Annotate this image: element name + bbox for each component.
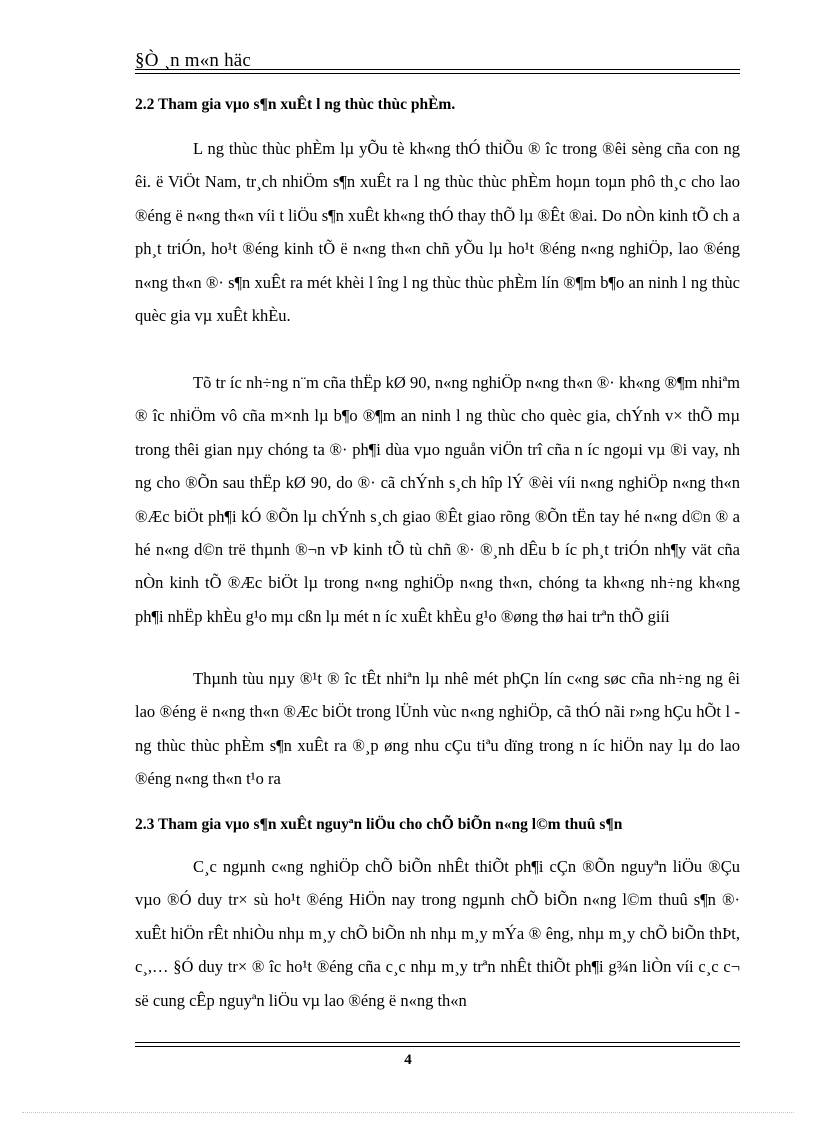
header-rule-bottom: [135, 73, 740, 74]
footer-rule-top: [135, 1042, 740, 1043]
section-heading-2-3: 2.3 Tham gia vµo s¶n xuÊt nguyªn liÖu cho chÕ biÕn n«ng l©m thuû s¶n: [135, 816, 623, 833]
paragraph-food-production: L ng thùc thùc phÈm lµ yÕu tè kh«ng thÓ thiÕu ® îc trong ®êi sèng cña con ng êi. ë ViÖt Nam, tr¸ch nhiÖm s¶n xuÊt ra l ng thùc thùc phÈm hoµn toµn phô th¸c cho lao ®éng ë n«ng th«n víi t liÖu s¶n xuÊt kh«ng thÓ thay thÕ lµ ®Êt ®ai. Do nÒn kinh tÕ ch a ph¸t triÓn, ho¹t ®éng kinh tÕ ë n«ng th«n chñ yÕu lµ ho¹t ®éng n«ng nghiÖp, lao ®éng n«ng th«n ®· s¶n xuÊt ra mét khèi l îng l ng thùc thùc phÈm lín ®¶m b¶o an ninh l ng thùc quèc gia vµ xuÊt khÈu.: [135, 139, 740, 326]
section-heading-2-2: 2.2 Tham gia vµo s¶n xuÊt l ng thùc thùc phÈm.: [135, 96, 456, 113]
footer-rule-bottom: [135, 1046, 740, 1047]
paragraph-before-1990s: Tõ tr íc nh÷ng n¨m cña thËp kØ 90, n«ng nghiÖp n«ng th«n ®· kh«ng ®¶m nhiªm ® îc nhiÖm vô cña m×nh lµ b¶o ®¶m an ninh l ng thùc cho quèc gia, chÝnh v× thÕ mµ trong thêi gian nµy chóng ta ®· ph¶i dùa vµo nguån viÖn trî cña n íc ngoµi vµ ®i vay, nh ng cho ®Õn sau thËp kØ 90, do ®· cã chÝnh s¸ch hîp lÝ ®èi víi n«ng nghiÖp n«ng th«n ®Æc biÖt ph¶i kÓ ®Õn lµ chÝnh s¸ch giao ®Êt giao rõng ®Õn tËn tay hé n«ng d©n ® a hé n«ng d©n trë thµnh ®¬n vÞ kinh tÕ tù chñ ®· ®¸nh dÊu b íc ph¸t triÓn nh¶y vät cña nÒn kinh tÕ ®Æc biÖt lµ trong n«ng nghiÖp n«ng th«n, chóng ta kh«ng nh÷ng kh«ng ph¶i nhËp khÈu g¹o mµ cßn lµ mét n íc xuÊt khÈu g¹o ®øng thø hai trªn thÕ giíi: [135, 373, 740, 626]
header-rule-top: [135, 69, 740, 70]
paragraph-processing-industry: C¸c ngµnh c«ng nghiÖp chÕ biÕn nhÊt thiÕt ph¶i cÇn ®Õn nguyªn liÖu ®Çu vµo ®Ó duy tr× sù ho¹t ®éng HiÖn nay trong ngµnh chÕ biÕn n«ng l©m thuû s¶n ®· xuÊt hiÖn rÊt nhiÒu nhµ m¸y chÕ biÕn nh nhµ m¸y mÝa ® êng, nhµ m¸y chÕ biÕn thÞt, c¸,… §Ó duy tr× ® îc ho¹t ®éng cña c¸c nhµ m¸y trªn nhÊt thiÕt ph¶i g¾n liÒn víi c¸c c¬ së cung cÊp nguyªn liÖu vµ lao ®éng ë n«ng th«n: [135, 857, 740, 1010]
running-header: §Ò ¸n m«n häc: [135, 50, 252, 71]
paragraph-achievement: Thµnh tùu nµy ®¹t ® îc tÊt nhiªn lµ nhê mét phÇn lín c«ng søc cña nh÷ng ng êi lao ®éng ë n«ng th«n ®Æc biÖt trong lÜnh vùc n«ng nghiÖp, cã thÓ nãi r»ng hÇu hÕt l ng thùc thùc phÈm s¶n xuÊt ra ®¸p øng nhu cÇu tiªu dïng trong n íc hiÖn nay lµ do lao ®éng n«ng th«n t¹o ra: [135, 669, 740, 789]
page-bottom-dotted-edge: [22, 1112, 794, 1113]
page-number: 4: [404, 1052, 412, 1068]
